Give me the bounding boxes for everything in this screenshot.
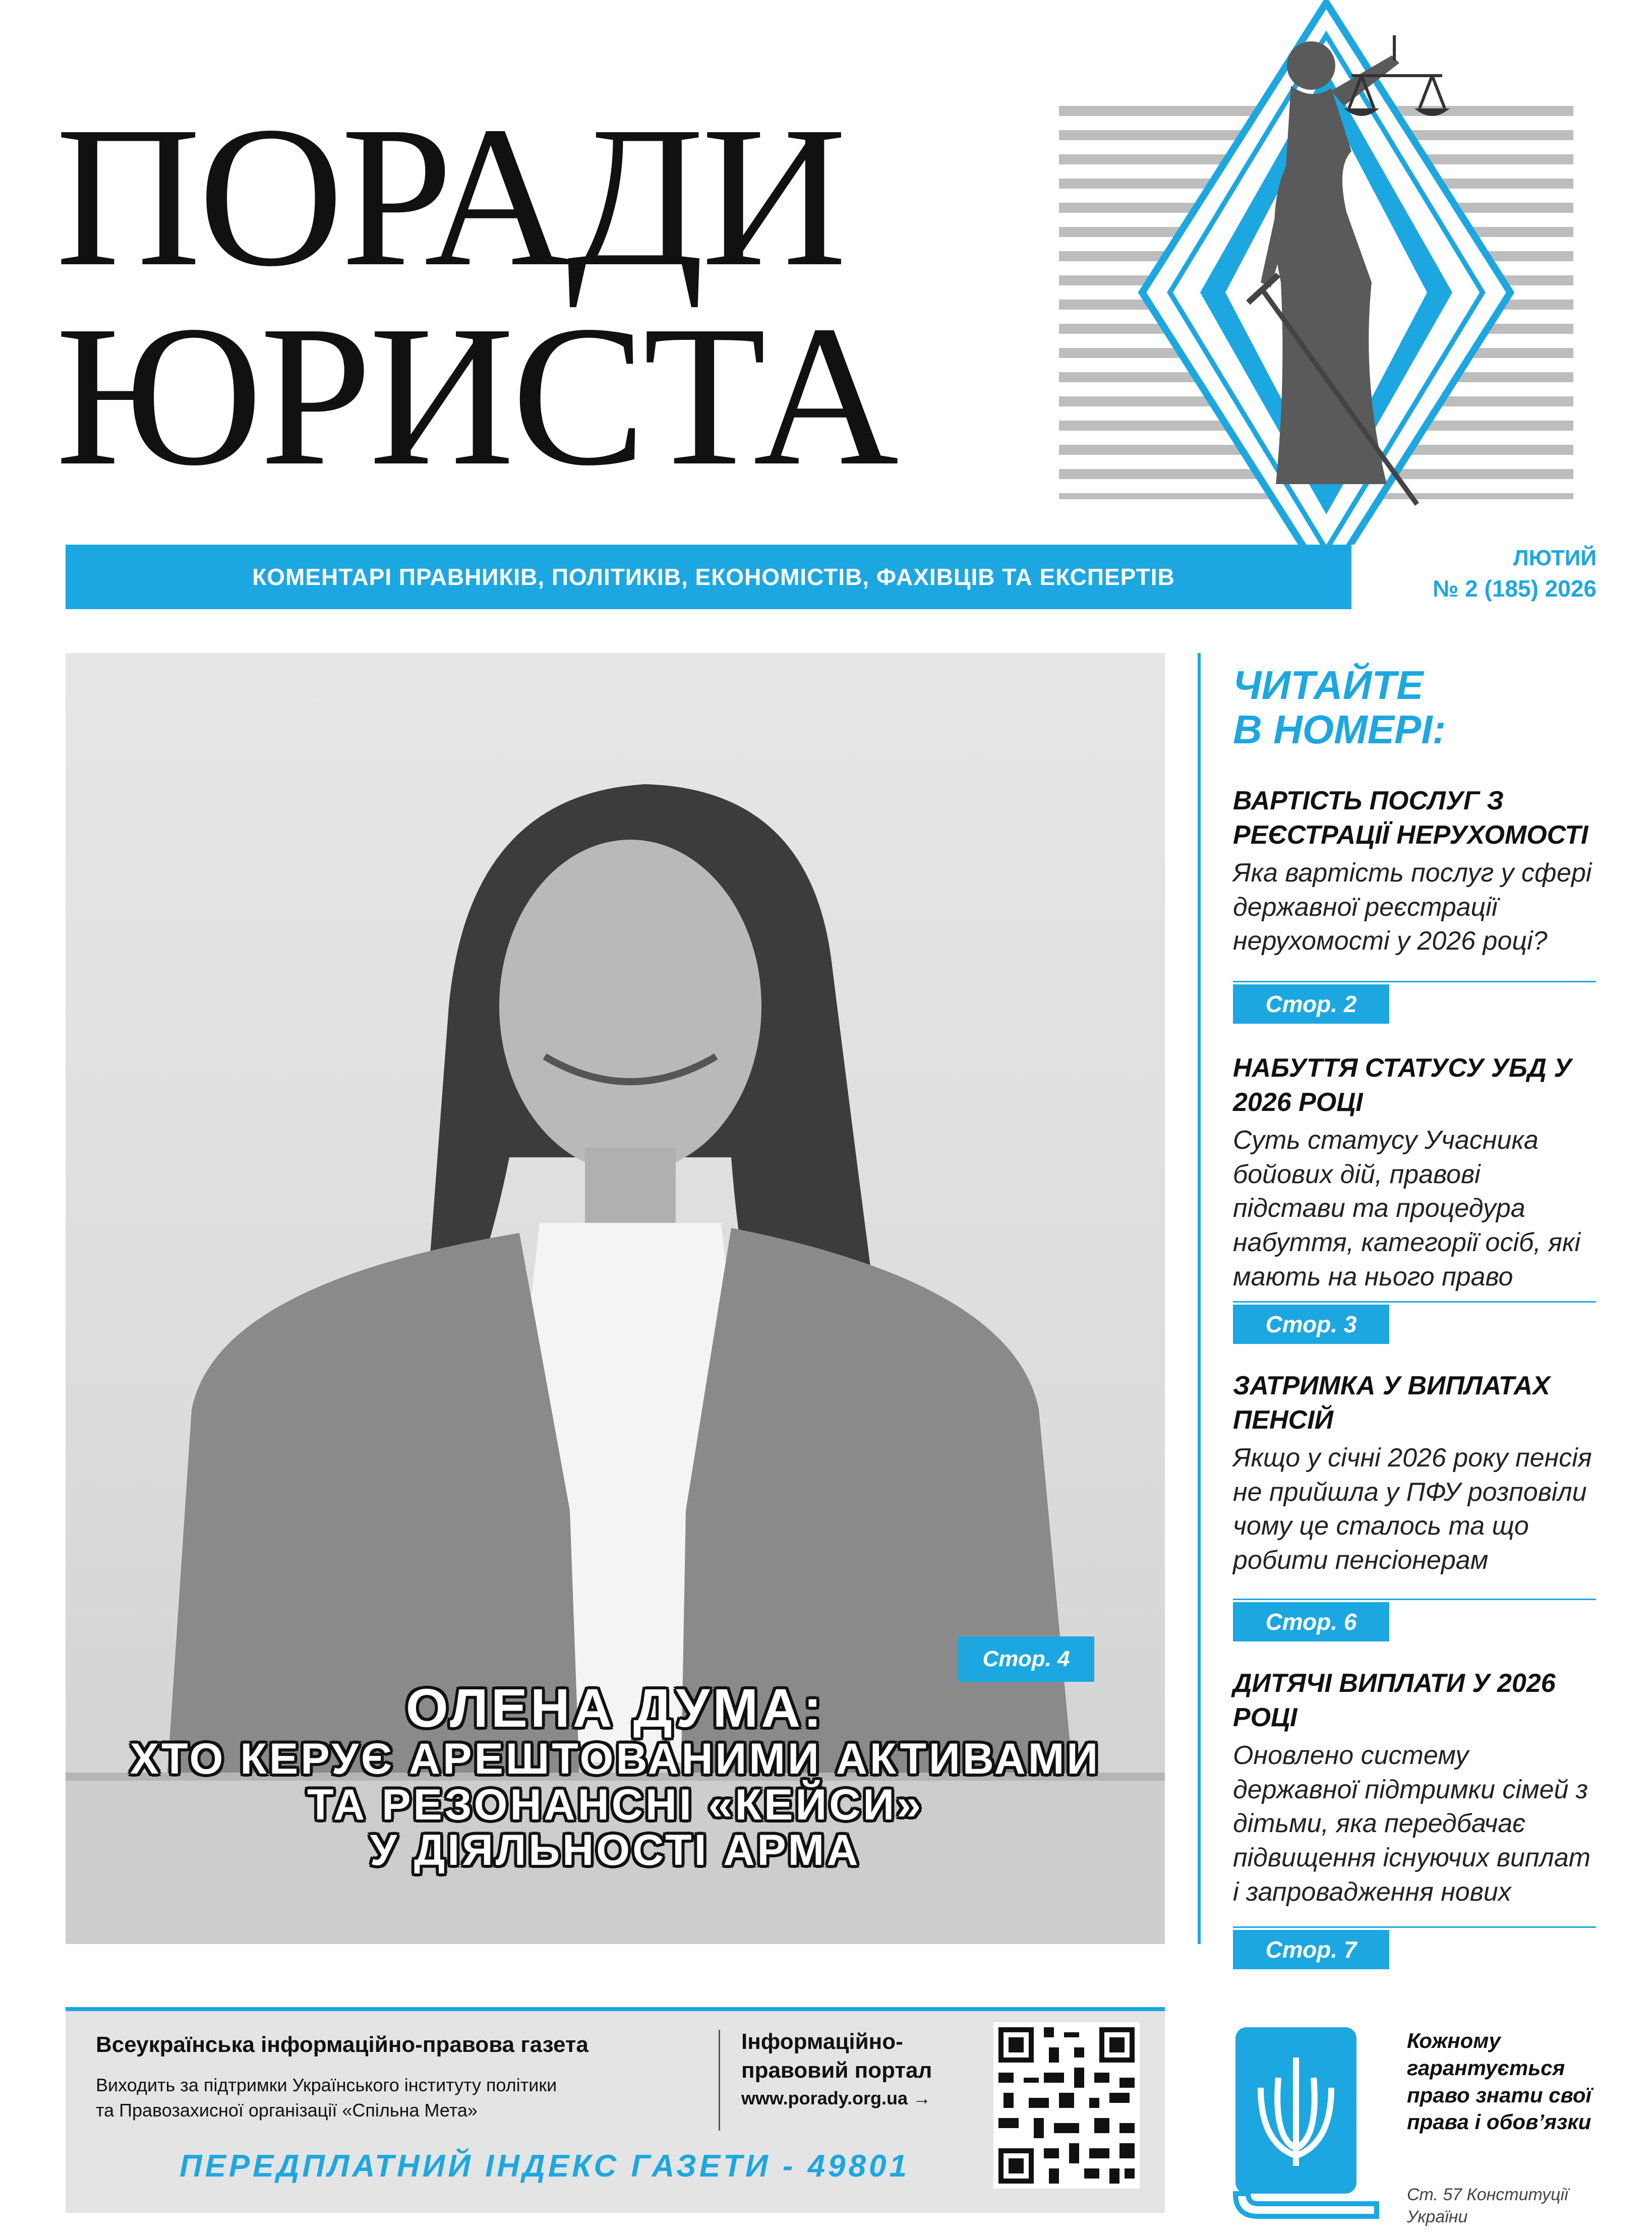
themis-emblem-icon — [1135, 0, 1518, 585]
footer-newspaper: Всеукраїнська інформаційно-правова газета — [96, 2032, 588, 2057]
headline-line2: ТА РЕЗОНАНСНІ «КЕЙСИ» — [307, 1780, 924, 1829]
footer-support-line2: та Правозахисної організації «Спільна Мета» — [96, 2100, 478, 2121]
article-2[interactable] — [1233, 1051, 1596, 1294]
article-title: НАБУТТЯ СТАТУСУ УБД У 2026 РОЦІ — [1233, 1053, 1572, 1117]
constitution-book-icon — [1230, 2022, 1382, 2224]
portal-link[interactable]: www.porady.org.ua → — [741, 2088, 931, 2108]
cover-page-ref[interactable]: Стор. 4 — [958, 1636, 1094, 1682]
cover-headline — [66, 1679, 1165, 1873]
article-title: ВАРТІСТЬ ПОСЛУГ З РЕЄСТРАЦІЇ НЕРУХОМОСТІ — [1233, 786, 1588, 850]
footer-support — [96, 2073, 557, 2124]
article-2-page[interactable] — [1233, 1301, 1596, 1343]
footer-support-line1: Виходить за підтримки Українського інституту політики — [96, 2075, 557, 2095]
subscription-index: ПЕРЕДПЛАТНИЙ ІНДЕКС ГАЗЕТИ - 49801 — [179, 2149, 910, 2184]
footer-divider — [719, 2030, 720, 2131]
footer-portal-line2: правовий портал — [741, 2058, 932, 2083]
article-title: ЗАТРИМКА У ВИПЛАТАХ ПЕНСІЙ — [1233, 1371, 1550, 1435]
article-title: ДИТЯЧІ ВИПЛАТИ У 2026 РОЦІ — [1233, 1669, 1556, 1732]
article-4-page[interactable] — [1233, 1926, 1596, 1968]
article-desc: Суть статусу Учасника бойових дій, правові підстави та процедура набуття, категорії осіб, які мають на нього право — [1233, 1126, 1581, 1291]
constitution-quote: Кожному гарантується право знати свої права і обов’язки — [1407, 2029, 1592, 2134]
headline-line1: ХТО КЕРУЄ АРЕШТОВАНИМИ АКТИВАМИ — [130, 1735, 1101, 1784]
sidebar-title — [1233, 663, 1596, 752]
issue-month: ЛЮТИЙ — [1513, 546, 1597, 570]
article-4[interactable] — [1233, 1667, 1596, 1909]
issue-number: № 2 (185) 2026 — [1433, 575, 1597, 602]
article-desc: Оновлено систему державної підтримки сімей з дітьми, яка передбачає підвищення існуючих виплат і запровадження нових — [1233, 1741, 1591, 1907]
masthead-title-line1: ПОРАДИ — [55, 85, 844, 308]
headline-name: ОЛЕНА ДУМА: — [405, 1677, 825, 1738]
page-ref: Стор. 2 — [1233, 984, 1389, 1024]
sidebar-title-line1: ЧИТАЙТЕ — [1233, 663, 1424, 708]
sidebar-title-line2: В НОМЕРІ: — [1233, 707, 1446, 752]
article-1[interactable] — [1233, 784, 1596, 959]
article-1-page[interactable] — [1233, 981, 1596, 1023]
headline-line3: У ДІЯЛЬНОСТІ АРМА — [370, 1826, 861, 1874]
article-3-page[interactable] — [1233, 1599, 1596, 1640]
footer-portal-line1: Інформаційно- — [741, 2029, 903, 2054]
article-desc: Яка вартість послуг у сфері державної реєстрації нерухомості у 2026 році? — [1233, 858, 1592, 956]
page-ref: Стор. 3 — [1233, 1305, 1389, 1344]
masthead-title-line2: ЮРИСТА — [55, 284, 896, 507]
footer-portal — [741, 2027, 932, 2085]
page-ref: Стор. 7 — [1233, 1930, 1389, 1969]
constitution-reference: Ст. 57 Конституції України — [1407, 2185, 1568, 2227]
masthead-tagline: КОМЕНТАРІ ПРАВНИКІВ, ПОЛІТИКІВ, ЕКОНОМІСТІВ, ФАХІВЦІВ ТА ЕКСПЕРТІВ — [66, 545, 1362, 609]
page-ref: Стор. 6 — [1233, 1602, 1389, 1641]
article-desc: Якщо у січні 2026 року пенсія не прийшла у ПФУ розповіли чому це сталось та що робити пенсіонерам — [1233, 1443, 1592, 1575]
sidebar-divider — [1198, 653, 1201, 1944]
article-3[interactable] — [1233, 1369, 1596, 1578]
